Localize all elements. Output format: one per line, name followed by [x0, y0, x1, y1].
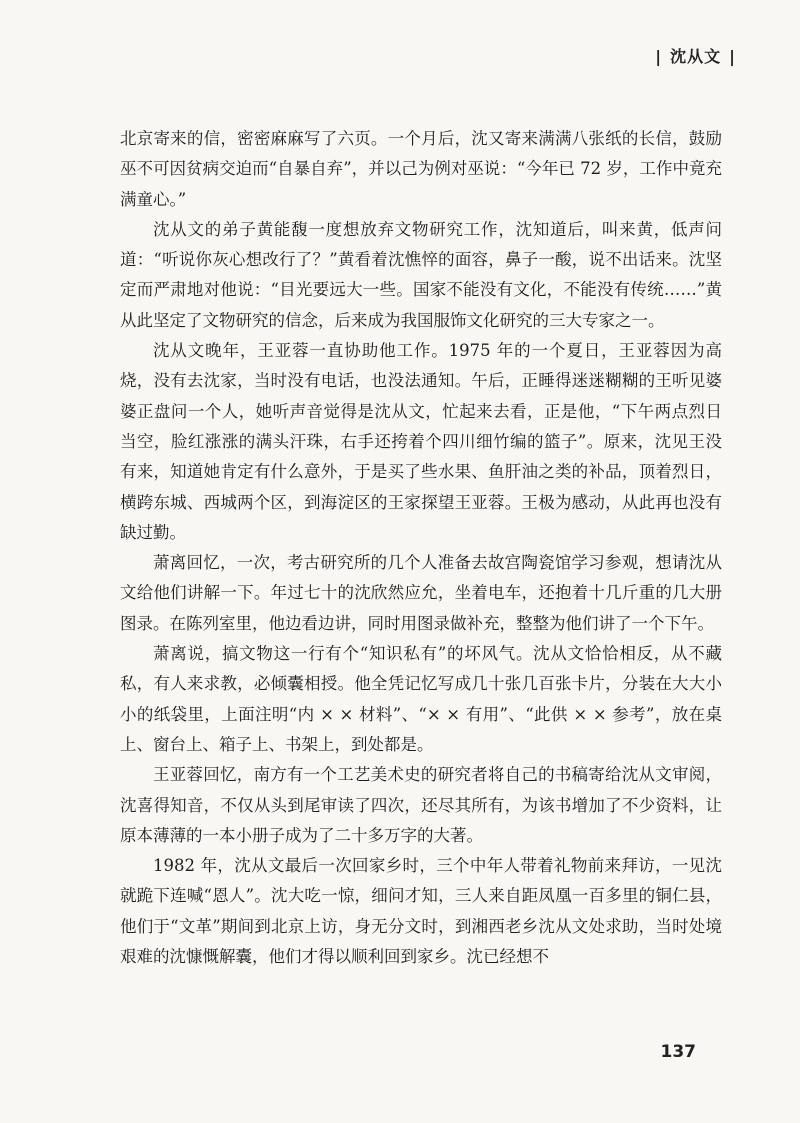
paragraph: 沈从文的弟子黄能馥一度想放弃文物研究工作，沈知道后，叫来黄，低声问道：“听说你灰心想改行了？”黄看着沈憔悴的面容，鼻子一酸，说不出话来。沈坚定而严肃地对他说：“目光要远大一些。国家不能没有文化，不能没有传统……”黄从此坚定了文物研究的信念，后来成为我国服饰文化研究的三大专家之一。 [120, 219, 722, 330]
paragraph-continued: 北京寄来的信，密密麻麻写了六页。一个月后，沈又寄来满满八张纸的长信，鼓励巫不可因贫病交迫而“自暴自弃”，并以己为例对巫说：“今年已 72 岁，工作中竟充满童心。” [120, 129, 722, 209]
header-left-bar: | [655, 47, 663, 66]
paragraph: 1982 年，沈从文最后一次回家乡时，三个中年人带着礼物前来拜访，一见沈就跪下连喊“恩人”。沈大吃一惊，细问才知，三人来自距凤凰一百多里的铜仁县，他们于“文革”期间到北京上访，身无分文时，到湘西老乡沈从文处求助，当时处境艰难的沈慷慨解囊，他们才得以顺利回到家乡。沈已经想不 [120, 856, 722, 967]
paragraph: 王亚蓉回忆，南方有一个工艺美术史的研究者将自己的书稿寄给沈从文审阅，沈喜得知音，不仅从头到尾审读了四次，还尽其所有，为该书增加了不少资料，让原本薄薄的一本小册子成为了二十多万字的大著。 [120, 765, 722, 845]
running-header [647, 44, 744, 67]
header-right-bar: | [729, 47, 736, 66]
paragraph: 沈从文晚年，王亚蓉一直协助他工作。1975 年的一个夏日，王亚蓉因为高烧，没有去沈家，当时没有电话，也没法通知。午后，正睡得迷迷糊糊的王听见婆婆正盘问一个人，她听声音觉得是沈从文，忙起来去看，正是他，“下午两点烈日当空，脸红涨涨的满头汗珠，右手还挎着个四川细竹编的篮子”。原来，沈见王没有来，知道她肯定有什么意外，于是买了些水果、鱼肝油之类的补品，顶着烈日，横跨东城、西城两个区，到海淀区的王家探望王亚蓉。王极为感动，从此再也没有缺过勤。 [120, 341, 722, 542]
paragraph: 萧离说，搞文物这一行有个“知识私有”的坏风气。沈从文恰恰相反，从不藏私，有人来求教，必倾囊相授。他全凭记忆写成几十张几百张卡片，分装在大大小小的纸袋里，上面注明“内 × × 材料”、“× × 有用”、“此供 × × 参考”，放在桌上、窗台上、箱子上、书架上，到处都是。 [120, 644, 722, 754]
body-text [120, 124, 722, 972]
paragraph: 萧离回忆，一次，考古研究所的几个人准备去故宫陶瓷馆学习参观，想请沈从文给他们讲解一下。年过七十的沈欣然应允，坐着电车，还抱着十几斤重的几大册图录。在陈列室里，他边看边讲，同时用图录做补充，整整为他们讲了一个下午。 [120, 553, 722, 633]
page-number: 137 [660, 1042, 696, 1062]
header-title: 沈从文 [670, 47, 722, 66]
